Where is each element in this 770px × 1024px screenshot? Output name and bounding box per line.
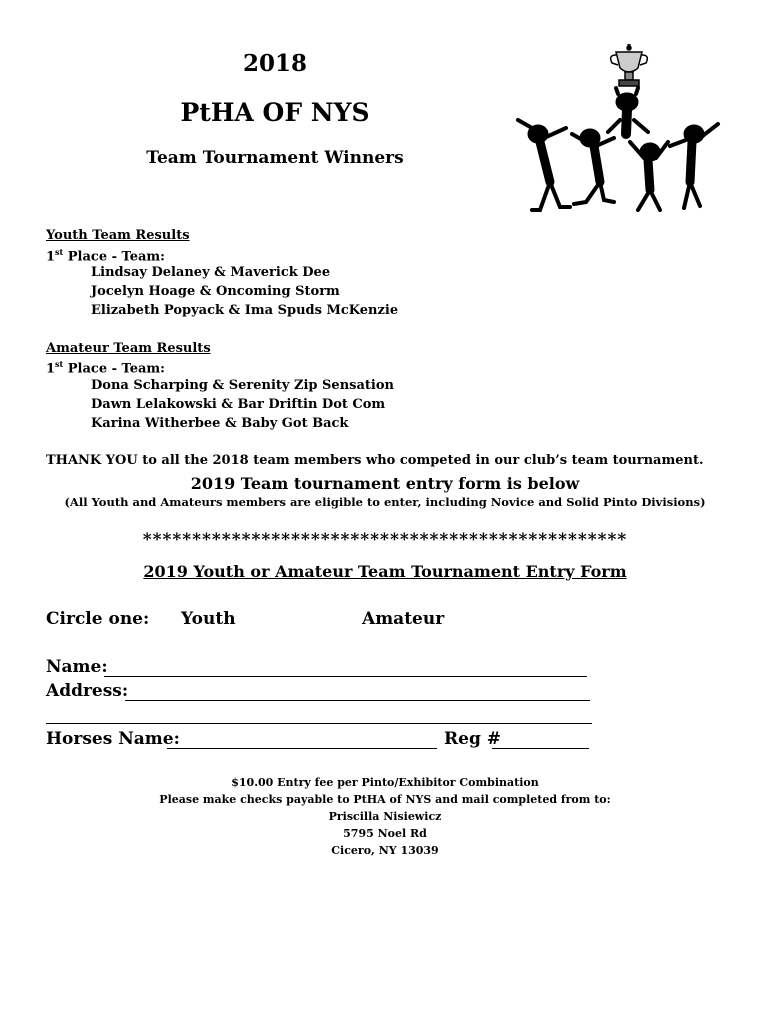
- org-title: PtHA OF NYS: [180, 98, 370, 127]
- name-label: Name:: [46, 657, 108, 677]
- reg-number-field[interactable]: [492, 748, 589, 749]
- address-label: Address:: [46, 681, 129, 701]
- youth-team-member: Lindsay Delaney & Maverick Dee: [91, 265, 331, 280]
- eligibility-note: (All Youth and Amateurs members are eligible to enter, including Novice and Solid Pinto Divisions): [64, 495, 706, 509]
- separator: *************************************************: [142, 530, 628, 550]
- amateur-team-member: Karina Witherbee & Baby Got Back: [91, 416, 349, 431]
- youth-team-member: Elizabeth Popyack & Ima Spuds McKenzie: [91, 303, 399, 318]
- celebration-trophy-icon: [510, 42, 730, 217]
- option-youth[interactable]: Youth: [181, 609, 236, 629]
- form-title: 2019 Youth or Amateur Team Tournament Entry Form: [143, 562, 627, 581]
- year-title: 2018: [242, 50, 307, 77]
- horses-name-label: Horses Name:: [46, 729, 180, 749]
- address-field[interactable]: [125, 700, 590, 701]
- name-field[interactable]: [104, 676, 587, 677]
- entry-form-note: 2019 Team tournament entry form is below: [190, 474, 580, 493]
- address-field-line2[interactable]: [46, 723, 592, 724]
- youth-team-member: Jocelyn Hoage & Oncoming Storm: [91, 284, 340, 299]
- amateur-place-label: 1st Place - Team:: [46, 359, 165, 377]
- page-subtitle: Team Tournament Winners: [146, 148, 404, 168]
- option-amateur[interactable]: Amateur: [362, 609, 445, 629]
- youth-place-label: 1st Place - Team:: [46, 247, 165, 265]
- amateur-team-member: Dawn Lelakowski & Bar Driftin Dot Com: [91, 397, 386, 412]
- contact-city: Cicero, NY 13039: [331, 844, 439, 857]
- contact-name: Priscilla Nisiewicz: [328, 810, 442, 823]
- payable-text: Please make checks payable to PtHA of NYS and mail completed from to:: [159, 793, 611, 806]
- amateur-team-member: Dona Scharping & Serenity Zip Sensation: [91, 378, 394, 393]
- horses-name-field[interactable]: [167, 748, 437, 749]
- thank-you-text: THANK YOU to all the 2018 team members who competed in our club’s team tournament.: [46, 453, 704, 468]
- contact-street: 5795 Noel Rd: [343, 827, 427, 840]
- circle-one-label: Circle one:: [46, 609, 150, 629]
- youth-results-heading: Youth Team Results: [46, 228, 190, 243]
- reg-number-label: Reg #: [444, 729, 501, 749]
- amateur-results-heading: Amateur Team Results: [46, 341, 211, 356]
- entry-fee-text: $10.00 Entry fee per Pinto/Exhibitor Combination: [231, 776, 539, 789]
